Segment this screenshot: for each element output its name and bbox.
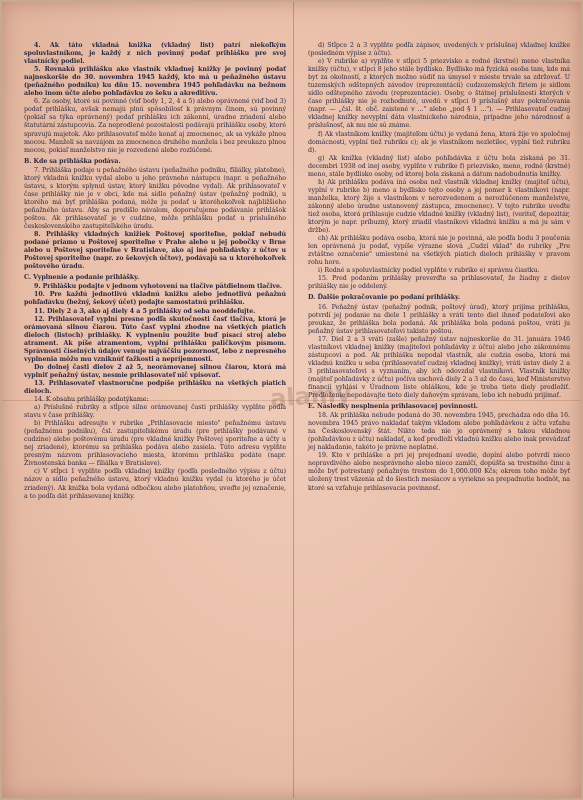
paragraph: g) Ak knižka (vkladný list) alebo pohľadávka z účtu bola získaná po 31. decembri 1938 od inej osoby, vyplňte v rubrike f) priezvisko, meno, rodné (krstné) meno, stále bydlisko osoby, od ktorej bola získaná a dátum nadobudnutia knižky. xyxy=(308,154,570,178)
paragraph: 8. Prihlášky vkladných knižiek Poštovej sporiteľne, pokiaľ nebudú podané priamo u Poštovej sporiteľne v Prahe alebo u jej pobočky v Brne alebo u Poštovej sporiteľne v Bratislave, ako aj iné pohľadávky z účtov u Poštovej sporiteľne (napr. zo šekových účtov), podávajú sa u ktoréhokoľvek poštového úradu. xyxy=(24,231,286,271)
paragraph: 12. Prihlasovateľ vyplní presne podľa skutočnosti časť tlačiva, ktorá je orámovaná silnou čiarou. Túto časť vyplní zhodne na všetkých piatich dieloch (listoch) prihlášky. K vyplneniu použite buď písací stroj alebo atrament. Ak píše atramentom, vyplní prihlášku paličkovým písmom. Správnosti číselných údajov venuje najväčšiu pozornosť, lebo z nepresného vyplnenia môžu mu vzniknúť ťažkosti a nepríjemnosti. xyxy=(24,315,286,363)
paragraph: d) Stĺpce 2 a 3 vyplňte podľa zápisov, uvedených v príslušnej vkladnej knižke (posledném výpise z účtu). xyxy=(308,42,570,58)
paragraph: a) Príslušné rubriky a stĺpce silne orámovanej časti prihlášky vyplňte podľa stavu v čase prihlášky. xyxy=(24,404,286,420)
left-text-column xyxy=(24,42,286,501)
paragraph: 17. Diel 2 a 3 vráti (zašle) peňažný ústav najneskoršie do 31. januára 1946 vlastníkovi vkladnej knižky (majiteľovi pohľadávky z účtu) alebo jeho zákonnému zástupcovi a pod. Ak prihlášku nepodal vlastník, ale cudzia osoba, ktorá má vkladnú knižku u seba (prihlasovateľ cudzej vkladnej knižky), vráti ústav diely 2 a 3 prihlasovateľovi s vyznaním, aby ich odovzdal vlastníkovi. Vlastník knižky (majiteľ pohľadávky z účtu) počíva uschová diely 2 a 3 až do času, keď Ministerstvo financií vyhlási v Úradnom liste ohláškou, kde je treba tieto diely predložiť. Predloženie nepodávajte tieto diely daňovým správam, lebo ich nebudú prijímať. xyxy=(308,335,570,400)
paragraph: 6. Za osoby, ktoré sú povinné (viď body 1, 2, 4 a 5) alebo oprávnené (viď bod 3) podať prihlášku, avšak nemajú plnú spôsobilosť k právnym činom, sú povinný (pokiaľ sa týka oprávnený) podať prihlášku ich zákonní, úradne zriadení alebo štatutární zástupcovia. Za neprodlené pozostalosti podávajú prihlášku osoby, ktoré spravujú majetok. Ako prihlasovateľ môže konať aj zmocnenec, ak sa vykáže plnou mocou. Manželi sa navzájom za zmocnenca druhého manžela i bez preukazu plnou mocou, pokiaľ manželstvo nie je rozvedené alebo rozlúčené. xyxy=(24,98,286,154)
paragraph: 7. Prihláška podaje u peňažného ústavu (peňažného podniku, filiálky, platebne), ktorý vkladnú knižku vydal alebo u jeho právneho nástupcu (napr. u peňažného ústavu, s ktorým splynul ústav, ktorý knižku pôvodne vydal). Ak prihlasovateľ v čase prihlášky nie je v obci, kde má sídlo peňažný ústav (peňažný podnik), u ktorého má byť prihláška podaná, môže ju podať u ktoréhokoľvek najbližšieho peňažného ústavu. Aby sa predišlo návalom, doporučujeme podávanie prihlášok poštou. Ak prihlasovateľ je v cudzine, môže prihlášku podať u príslušného československého zastupiteľského úradu. xyxy=(24,166,286,231)
paragraph: 16. Peňažný ústav (peňažný podnik, poštový úrad), ktorý prijíma prihlášku, potvrdí jej podanie na diele 1 prihlášky a vráti tento diel ihneď podateľovi ako preukaz, že prihláška bola podaná. Ak prihláška bola podaná poštou, vráti ju peňažný ústav prihlasovateľovi takisto poštou. xyxy=(308,303,570,335)
section-heading: E. Následky nesplnenia prihlasovacej povinnosti. xyxy=(308,403,478,411)
section-heading: D. Ďalšie pokračovanie po podaní prihlášky. xyxy=(308,294,461,302)
paragraph: f) Ak vlastníkom knižky (majiteľom účtu) je vydaná žena, ktorá žije vo spoločnej domácnosti, vyplní tiež rubriku c); ak je vlastníkom nezletilec, vyplní tiež rubriku d). xyxy=(308,130,570,154)
paragraph: Do dolnej časti dielov 2 až 5, neorámovanej silnou čiarou, ktorá má vyplniť peňažný ústav, nesmie prihlasovateľ nič vpisovať. xyxy=(24,363,286,379)
paragraph: b) Prihlášku adresujte v rubrike „Prihlasovacie miesto" peňažnému ústavu (peňažnému podniku), čsl. zastupiteľskému úradu (pre prihlášky podávané v cudzine) alebo poštovému úradu (pre vkladné knižky Poštovej sporiteľne a účty u nej zriadené), ktorému sa prihláška podáva alebo zasiela. Túto adresu vyplňte presným názvom prihlasovacieho miesta, ktorému prihlášku podáte (napr. Živnostenská banka — filiálka v Bratislave). xyxy=(24,420,286,468)
right-text-column xyxy=(308,42,570,493)
paragraph: 4. Ak táto vkladná knižka (vkladný list) patrí niekoľkým spoluvlastníkom, je každý z nich povinný podať prihlášku pre svoj vlastnícky podiel. xyxy=(24,42,286,66)
paragraph: 13. Prihlasovateľ vlastnoručne podpíše prihlášku na všetkých piatich dieloch. xyxy=(24,379,286,395)
paragraph: 19. Kto v prihláške a pri jej prejednaní uvedie, dopíní alebo potvrdí nieco nepravdivého alebo nesprávneho alebo nieco zamlčí, dopúšťa sa trestného činu a môže byť potrestaný peňažným trestom do 1,000.000 Kčs; okrem toho môže byť uložený trest väzenia až do šiestich mesiacov a vyriekne sa prepadnutie hodnôt, na ktoré sa vzťahuje prihlasovacia povinnosť. xyxy=(308,452,570,492)
paragraph: 18. Ak prihláška nebude podaná do 30. novembra 1945, prechádza odo dňa 16. novembra 1945 právo nakladať takým vkladom alebo pohľadávkou z účtu vzťahu na Československý štát. Nikto teda nie je oprávnený s takou vkladnou (pohľadávkou z účtu) nakladať, a keď predloží vkladnú knižku alebo inak prevádzať jej nakladanie, takéto je právne neplatné. xyxy=(308,412,570,452)
paragraph: 5. Rovnakú prihlášku ako vlastník vkladnej knižky je povinný podať najneskoršie do 30. novembra 1945 každý, kto má u peňažného ústavu (peňažného podniku) ku dňu 15. novembra 1945 pohľadávku na bežnom alebo inom účte alebo pohľadávku zo šeku a akreditívu. xyxy=(24,66,286,98)
paragraph: h) Ak prihlášku podáva iná osoba než vlastník vkladnej knižky (majiteľ účtu), vyplní v rubrike b) meno a bydlisko tejto osoby a jej pomer k vlastníkovi (napr. manželka, ktorý žije s vlastníkom v nerozvedenom a nerozlúčenom manželstve, zákonný alebo úradne ustanovený zástupca, zmocnenec). V tejto rubrike uveďte tiež osoba, ktorá prihlasuje cudzie vkladné knižky (vkladný list), (veriteľ, depozitár, ktorým je napr. príbuzný, ktorý zriadil vlastníkovi vkladnú knižku a má ju sám v držbe). xyxy=(308,178,570,235)
paragraph: ch) Ak prihlášku podáva osoba, ktorá nie je povinná, ale podľa bodu 3 poučenia len oprávnená ju podať, vypíše výrazne slová „Cudzí vklad" do rubriky „Pre zvláštne označenie" umiestené na všetkých piatich dieloch prihlášky v pravom rohu hore. xyxy=(308,235,570,267)
section-heading: C. Vyplnenie a podanie prihlášky. xyxy=(24,274,140,282)
paragraph: 9. Prihlášku podajte v jednom vyhotovení na tlačive pätdielnom tlačive. xyxy=(34,283,283,291)
paragraph: 15. Pred podaním prihlášky preverďte sa prihlasovateľ, že žiadny z dielov prihlášky nie je oddelený. xyxy=(308,275,570,291)
paragraph: e) V rubrike a) vyplňte v stĺpci 5 priezvisko a rodné (krstné) meno vlastníka knižky (účtu), v stĺpci 8 jeho stále bydlisko. Bydlisko má fyzická osoba tam, kde má byt za okolností, z ktorých možno súdiť na úmysel v mieste trvale sa zdržovať. U tuzemských odštepných závodov (reprezentácií) cudzozemských firiem je sídlom sídlo odštepného závodu (reprezentácie). Osoby, o štátnej príslušnosti ktorých v čase prihlášky nie je rozhodnuté, uvedú v stĺpci 9 príslušný stav pokračovania (napr. — „čsl. št. obč. zaistené v ..." alebo „pod § 1 ..."). — Prihlasovateľ cudzej vkladnej knižky nevyplní dáta vlastníckeho národnia, prípadne jeho národnosť a príslušnosť, ak mu nie sú známe. xyxy=(308,58,570,130)
paragraph: 14. K obsahu prihlášky podotýkame: xyxy=(34,396,149,404)
document-sheet xyxy=(2,2,581,798)
paragraph: 10. Pre každú jednotlivú vkladnú knižku alebo jednotlivú peňažnú pohľadávku (bežný, šekový účet) podajte samostatnú prihlášku. xyxy=(24,291,286,307)
watermark-stamp: alamy xyxy=(269,379,353,413)
paragraph: c) V stĺpci 1 vyplňte podľa vkladnej knižky (podľa posledného výpisu z účtu) názov a sídlo peňažného ústavu, ktorý vkladnú knižku vydal (u ktorého je účet zriadený). Ak knižka bola vydaná odbočkou alebo platobňou, uveďte jej označenie, a to podľa dát prihlasovanej knižky. xyxy=(24,468,286,500)
paragraph: i) Rodné a spoluvlastnícky podiel vyplňte v rubrike e) správnu čiastku. xyxy=(318,267,540,275)
paragraph: 11. Diely 2 a 3, ako aj diely 4 a 5 prihlášky od seba neoddeľujte. xyxy=(34,307,256,315)
section-heading: B. Kde sa prihláška podáva. xyxy=(24,157,121,165)
